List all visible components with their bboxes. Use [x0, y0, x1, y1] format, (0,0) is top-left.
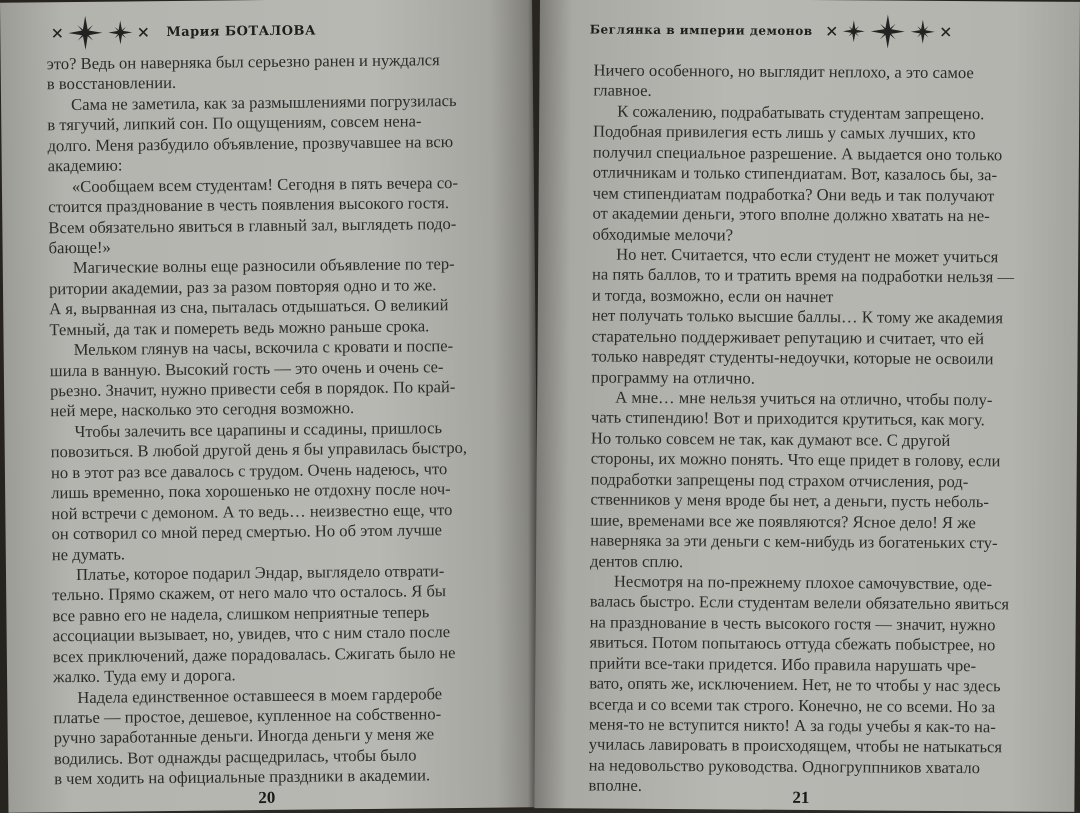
text-line: ной встречи с демоном. А то ведь… неизвестно еще, что [51, 499, 453, 523]
text-line: дентов сплю. [590, 550, 684, 571]
text-line: наверняка за эти деньги с кем-нибудь из богатеньких сту- [590, 530, 998, 553]
text-line: старательно поддерживает репутацию и считает, что ей [591, 326, 985, 348]
text-line: вато, опять же, исключением. Нет, не то чтобы у нас здесь [589, 673, 1001, 696]
text-line: А мне… мне нельзя учиться на отлично, чтобы полу- [615, 387, 993, 410]
book-title: Беглянка в империи демонов [589, 22, 813, 39]
text-line: явиться. Потом попытаюсь оттуда сбежать побыстрее, но [589, 632, 996, 655]
right-star-ornament [826, 14, 950, 49]
sparkle-star-large-icon [68, 16, 102, 50]
text-line: валась быстро. Если студентам велели обязательно явиться [589, 591, 1010, 614]
text-line: академию: [47, 155, 123, 176]
text-line: на празднование в честь высокого гостя — значит, нужно [589, 612, 996, 635]
text-line: лишь временно, пока хорошенько не отдохну после ноч- [51, 479, 451, 503]
text-line: шие, временами все же появляются? Ясное дело! Я же [590, 510, 976, 532]
text-line: ственников у меня вроде бы нет, а деньги, пусть неболь- [590, 489, 990, 512]
text-line: и тогда, возможно, если он начнет [591, 285, 834, 306]
left-running-header [52, 12, 492, 51]
left-page-number: 20 [258, 787, 276, 808]
text-line: ней мере, насколько это сегодня возможно. [50, 398, 355, 421]
text-line: прийти все-таки придется. Ибо правила нарушать чре- [589, 653, 977, 675]
right-page-number: 21 [792, 787, 810, 808]
right-page-text [588, 60, 1033, 799]
text-line: Несмотря на по-прежнему плохое самочувствие, оде- [613, 571, 993, 594]
x-star-small-icon [52, 28, 62, 38]
left-star-ornament [52, 15, 148, 50]
text-line: Магические волны еще разносили объявление по тер- [72, 254, 455, 278]
text-line: Платье, которое подарил Эндар, выглядело отврати- [75, 561, 445, 584]
text-line: подработки запрещены под страхом отчисления, род- [590, 469, 969, 491]
x-star-small-icon [138, 27, 148, 37]
text-line: повозиться. В любой другой день я бы управилась быстро, [50, 438, 468, 462]
text-line: стоится празднование в честь появления высокого гостя. [48, 193, 450, 217]
text-line: А я, вырванная из сна, пыталась отдышаться. О великий [49, 295, 449, 319]
text-line: обходимые мелочи? [592, 223, 734, 244]
text-line: чать стипендию! Вот и приходится крутиться, как могу. [591, 407, 985, 430]
sparkle-star-medium-icon [843, 20, 865, 42]
text-line: ручно заработанные деньги. Иногда деньги у меня же [53, 724, 435, 748]
text-line: но в этот раз все давалось с трудом. Очень надеюсь, что [50, 458, 448, 483]
text-line: всех приключений, даже порадовалась. Сжигать было не [52, 642, 456, 666]
text-line: он сотворил со мной перед смертью. Но об этом лучше [51, 520, 443, 544]
text-line: нет получать только высшие баллы… К тому же академия [591, 305, 1004, 328]
text-line: главное. [593, 80, 652, 101]
x-star-small-icon [941, 27, 951, 37]
text-line: платье — простое, дешевое, купленное на собственно- [53, 704, 442, 728]
text-line: стороны, их можно понять. Что еще придет в голову, если [590, 448, 1001, 471]
text-line: Подобная привилегия есть лишь у самых лучших, кто [593, 121, 976, 144]
text-line: всегда и со всеми так строго. Конечно, не со всеми. Но за [589, 694, 996, 716]
sparkle-star-medium-icon [910, 20, 934, 44]
sparkle-star-medium-icon [108, 20, 132, 44]
text-line: Но нет. Считается, что если студент не может учиться [616, 244, 999, 267]
x-star-small-icon [827, 26, 837, 36]
text-line: не думать. [51, 544, 126, 564]
text-line: только навредят студенты-недоучки, которые не освоили [591, 346, 994, 369]
text-line: программу на отлично. [591, 367, 755, 388]
text-line: в тягучий, липкий сон. По ощущениям, совсем нена- [47, 111, 422, 135]
left-page-text [47, 50, 487, 790]
text-line: Ничего особенного, но выглядит неплохо, а это самое [593, 60, 974, 83]
text-line: училась лавировать в происходящем, чтобы не натыкаться [588, 734, 1003, 757]
text-line: на недовольство руководства. Одногруппников хватало [588, 755, 981, 778]
text-line: «Сообщаем всем студентам! Сегодня в пять вечера со- [71, 172, 459, 196]
text-line: долго. Меня разбудило объявление, прозвучавшее на всю [47, 131, 454, 156]
text-line: в чем ходить на официальные праздники в академии. [54, 765, 431, 789]
text-line: в восстановлении. [46, 73, 177, 94]
text-line: от академии деньги, этого вполне должно хватать на не- [592, 203, 990, 226]
text-line: чем стипендиатам подработка? Они ведь и так получают [592, 183, 995, 205]
text-line: вполне. [588, 775, 643, 796]
text-line: это? Ведь он наверняка был серьезно ранен и нуждался [46, 50, 440, 74]
right-page [534, 0, 1080, 812]
text-line: водились. Вот однажды расщедрилась, чтобы было [53, 745, 417, 769]
text-line: Всем обязательно явиться в главный зал, выглядеть подо- [48, 213, 457, 237]
text-line: тельно. Прямо скажем, от него мало что осталось. Я бы [52, 581, 447, 605]
text-line: Чтобы залечить все царапины и ссадины, пришлось [74, 418, 443, 441]
text-line: получил специальное разрешение. А выдается оно только [592, 142, 1003, 165]
text-line: меня-то не вступится никто! А за годы учебы я как-то на- [588, 714, 996, 737]
text-line: Мельком глянув на часы, вскочила с кровати и поспе- [73, 336, 454, 360]
author-name: Мария БОТАЛОВА [166, 22, 317, 40]
text-line: отличникам и только стипендиатам. Вот, казалось бы, за- [592, 162, 998, 185]
text-line: Но только совсем не так, как думают все. С другой [590, 428, 951, 450]
text-line: бающе!» [48, 237, 111, 258]
text-line: все равно его не надела, слишком неприятные теперь [52, 602, 430, 626]
text-line: Темный, да так и помереть ведь можно раньше срока. [49, 315, 430, 339]
text-line: ассоциации вызывает, но, увидев, что с ним стало после [52, 622, 451, 646]
text-line: на пять баллов, то и тратить время на подработки нельзя — [592, 264, 1015, 287]
text-line: ритории академии, раз за разом повторяя одно и то же. [48, 275, 437, 299]
right-running-header [590, 12, 1060, 49]
text-line: шила в ванную. Высокий гость — это очень и очень се- [49, 356, 444, 380]
text-line: Надела единственное оставшееся в моем гардеробе [77, 683, 443, 707]
text-line: Сама не заметила, как за размышлениями погрузилась [70, 90, 457, 114]
sparkle-star-large-icon [870, 14, 904, 48]
text-line: рьезно. Значит, нужно привести себя в порядок. По край- [49, 377, 456, 401]
text-line: жалко. Туда ему и дорога. [52, 665, 236, 687]
text-line: К сожалению, подрабатывать студентам запрещено. [617, 101, 985, 124]
